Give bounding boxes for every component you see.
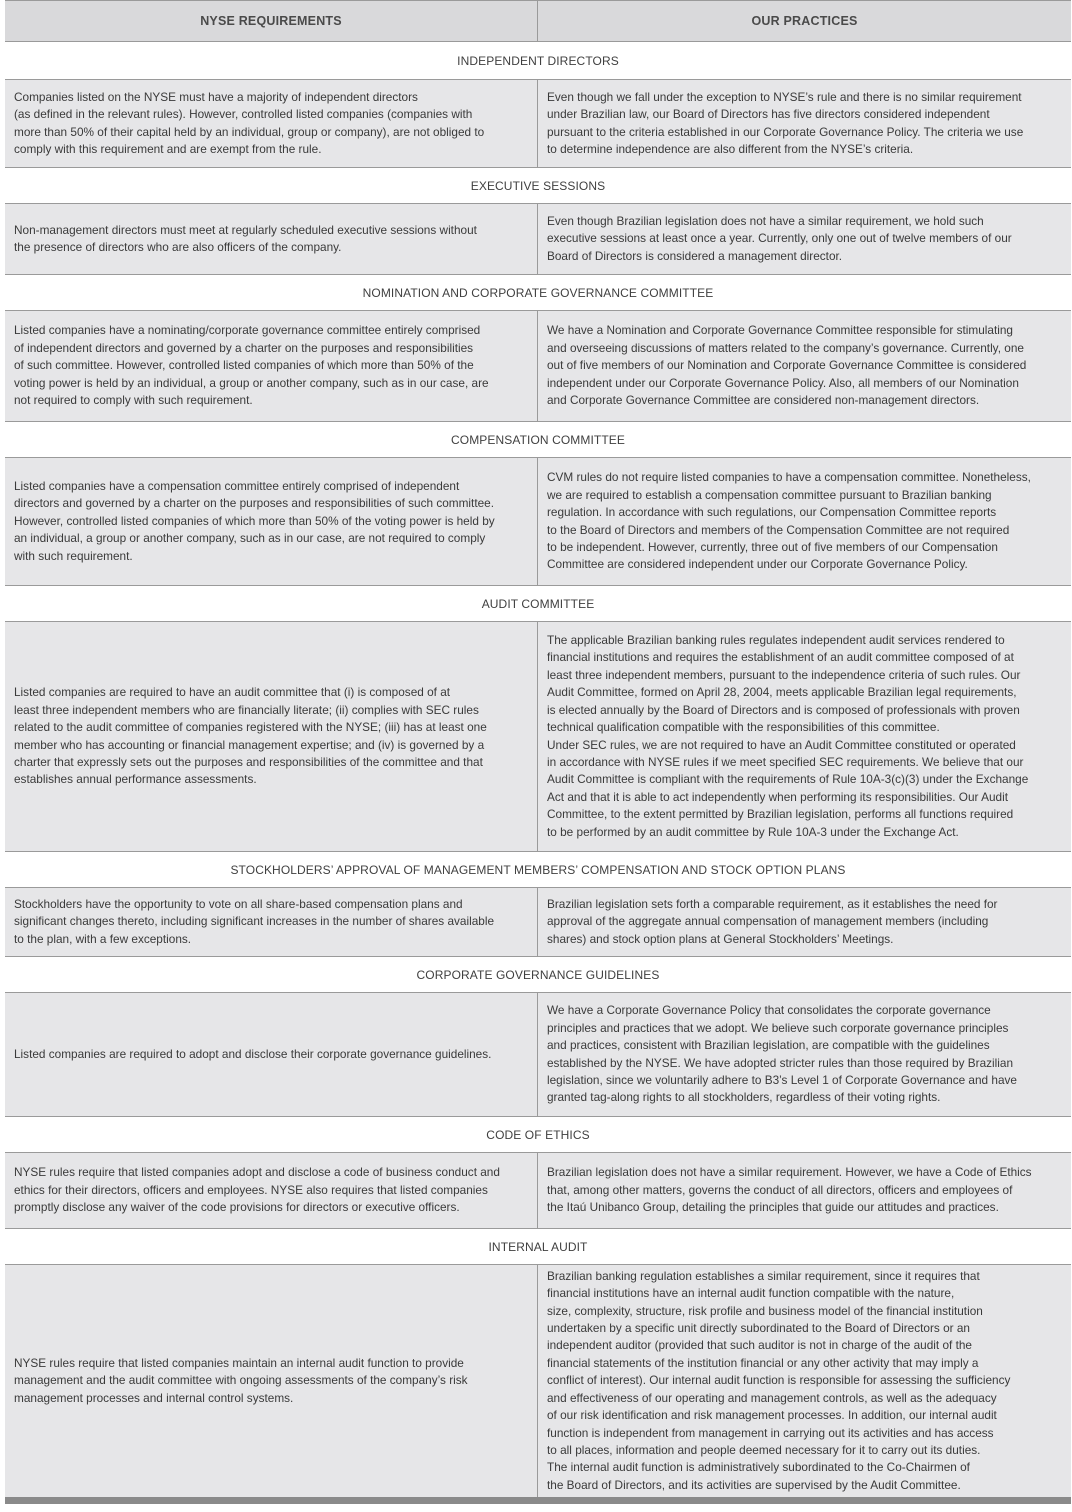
nyse-requirement-paragraph: NYSE rules require that listed companies adopt and disclose a code of business conduct and ethics for their directors, officers and employees. NYSE also requires that listed companies promptly disclose any waiver of the code provisions for directors or executive officers. — [14, 1165, 500, 1215]
table-row — [5, 888, 1071, 956]
section-title-compensation-committee: COMPENSATION COMMITTEE — [5, 421, 1071, 458]
nyse-requirement-paragraph: Companies listed on the NYSE must have a majority of independent directors (as defined in the relevant rules). However, controlled listed companies (companies with more than 50% of their capital held by an individual, group or company), are not obliged to comply with this requirement and are exempt from the rule. — [14, 89, 485, 156]
our-practice-text — [537, 204, 1071, 274]
section-title-code-of-ethics: CODE OF ETHICS — [5, 1116, 1071, 1153]
nyse-requirement-paragraph: NYSE rules require that listed companies maintain an internal audit function to provide management and the audit committee with ongoing assessments of the company’s risk management processes and internal control systems. — [14, 1355, 468, 1405]
table-header — [5, 0, 1071, 41]
section-title-executive-sessions: EXECUTIVE SESSIONS — [5, 167, 1071, 204]
our-practice-text — [537, 622, 1071, 851]
section-title-stockholders-approval: STOCKHOLDERS’ APPROVAL OF MANAGEMENT MEMBERS’ COMPENSATION AND STOCK OPTION PLANS — [5, 851, 1071, 888]
nyse-requirement-paragraph: Listed companies are required to adopt and disclose their corporate governance guidelines. — [14, 1046, 492, 1061]
section-title-internal-audit: INTERNAL AUDIT — [5, 1228, 1071, 1265]
section-title-audit-committee: AUDIT COMMITTEE — [5, 585, 1071, 622]
table-row — [5, 622, 1071, 851]
nyse-requirement-text — [5, 204, 537, 274]
table-row — [5, 311, 1071, 421]
governance-comparison-table — [5, 0, 1071, 1504]
nyse-requirement-text — [5, 80, 537, 167]
our-practice-text — [537, 458, 1071, 585]
nyse-requirement-paragraph: Non-management directors must meet at regularly scheduled executive sessions without the presence of directors who are also officers of the company. — [14, 222, 477, 254]
our-practice-text — [537, 1153, 1071, 1228]
table-row — [5, 80, 1071, 167]
nyse-requirement-text — [5, 311, 537, 421]
nyse-requirement-text — [5, 993, 537, 1116]
table-row — [5, 993, 1071, 1116]
nyse-requirement-paragraph: Listed companies have a compensation committee entirely comprised of independent directors and governed by a charter on the purposes and responsibilities of such committee. However, controlled listed companies of which more than 50% of the voting power is held by an individual, a group or another company, such as in our case, are not required to comply with such requirement. — [14, 478, 495, 563]
our-practice-paragraph: Even though Brazilian legislation does not have a similar requirement, we hold such executive sessions at least once a year. Currently, only one out of twelve members of our Board of Directors is considered a management director. — [547, 213, 1012, 263]
our-practice-paragraph: CVM rules do not require listed companies to have a compensation committee. Nonetheless, we are required to establish a compensation committee pursuant to Brazilian banking regulation. In accordance with such regulations, our Compensation Committee reports to the Board of Directors and members of the Compensation Committee are not required to be independent. However, currently, three out of five members of our Compensation Committee are considered independent under our Corporate Governance Policy. — [547, 470, 1031, 572]
section-title-nomination-committee: NOMINATION AND CORPORATE GOVERNANCE COMMITTEE — [5, 274, 1071, 311]
nyse-requirement-text — [5, 458, 537, 585]
table-row — [5, 1153, 1071, 1228]
nyse-requirement-text — [5, 1265, 537, 1497]
our-practice-text — [537, 80, 1071, 167]
our-practice-paragraph: Brazilian legislation sets forth a comparable requirement, as it establishes the need for approval of the aggregate annual compensation of management members (including shares) and stock option plans at General Stockholders’ Meetings. — [547, 896, 998, 946]
nyse-requirement-paragraph: Listed companies have a nominating/corporate governance committee entirely comprised of independent directors and governed by a charter on the purposes and responsibilities of such committee. However, controlled listed companies of which more than 50% of the voting power is held by an individual, a group or another company, such as in our case, are not required to comply with such requirement. — [14, 323, 489, 408]
nyse-requirements-heading: NYSE REQUIREMENTS — [200, 14, 342, 28]
nyse-requirement-text — [5, 1153, 537, 1228]
our-practice-paragraph: The applicable Brazilian banking rules regulates independent audit services rendered to financial institutions and requires the establishment of an audit committee composed of at least three independent members, pursuant to the independence criteria of such rules. Our Audit Committee, formed on April 28, 2004, meets applicable Brazilian legal requirements, is elected annually by the Board of Directors and is composed of professionals with proven technical qualification compatible with the responsibilities of this committee. Under SEC rules, we are not required to have an Audit Committee constituted or operated in accordance with NYSE rules if we meet specified SEC requirements. We believe that our Audit Committee is compliant with the requirements of Rule 10A-3(c)(3) under the Exchange Act and that it is able to act independently when performing its responsibilities. Our Audit Committee, to the extent permitted by Brazilian legislation, performs all functions required to be performed by an audit committee by Rule 10A-3 under the Exchange Act. — [547, 633, 1029, 839]
our-practice-text — [537, 1265, 1071, 1497]
table-row — [5, 204, 1071, 274]
our-practice-text — [537, 993, 1071, 1116]
our-practice-paragraph: Brazilian banking regulation establishes a similar requirement, since it requires that financial institutions have an internal audit function compatible with the nature, size, complexity, structure, risk profile and business model of the financial institution undertaken by a specific unit directly subordinated to the Board of Directors or an independent auditor (provided that such auditor is not in charge of the audit of the financial statements of the institution financial or any other activity that may imply a conflict of interest). Our internal audit function is responsible for assessing the sufficiency and effectiveness of our operating and management controls, as well as the adequacy of our risk identification and risk management processes. In addition, our internal audit function is independent from management in carrying out its activities and has access to all places, information and people deemed necessary for it to carry out its duties. The internal audit function is administratively subordinated to the Co-Chairmen of the Board of Directors, and its activities are supervised by the Audit Committee. — [547, 1268, 1011, 1492]
our-practice-text — [537, 888, 1071, 956]
section-title-governance-guidelines: CORPORATE GOVERNANCE GUIDELINES — [5, 956, 1071, 993]
nyse-requirement-paragraph: Listed companies are required to have an audit committee that (i) is composed of at least three independent members who are financially literate; (ii) complies with SEC rules related to the audit committee of companies registered with the NYSE; (iii) has at least one member who has accounting or financial management expertise; and (iv) is governed by a charter that expressly sets out the purposes and responsibilities of the committee and that establishes annual performance assessments. — [14, 685, 487, 787]
our-practices-heading: OUR PRACTICES — [537, 1, 1071, 41]
our-practice-paragraph: We have a Corporate Governance Policy that consolidates the corporate governance principles and practices that we adopt. We believe such corporate governance principles and practices, consistent with Brazilian legislation, are compatible with the guidelines established by the NYSE. We have adopted stricter rules than those required by Brazilian legislation, since we voluntarily adhere to B3’s Level 1 of Corporate Governance and have granted tag-along rights to all stockholders, regardless of their voting rights. — [547, 1003, 1017, 1105]
our-practice-paragraph: Brazilian legislation does not have a similar requirement. However, we have a Code of Ethics that, among other matters, governs the conduct of all directors, officers and employees of the Itaú Unibanco Group, detailing the principles that guide our attitudes and practices. — [547, 1165, 1032, 1215]
table-row — [5, 1265, 1071, 1497]
our-practice-paragraph: We have a Nomination and Corporate Governance Committee responsible for stimulating and overseeing discussions of matters related to the company’s governance. Currently, one out of five members of our Nomination and Corporate Governance Committee is considered independent under our Corporate Governance Policy. Also, all members of our Nomination and Corporate Governance Committee are considered non-management directors. — [547, 323, 1027, 408]
our-practice-text — [537, 311, 1071, 421]
table-row — [5, 458, 1071, 585]
nyse-requirement-text — [5, 888, 537, 956]
our-practice-paragraph: Even though we fall under the exception to NYSE’s rule and there is no similar requirement under Brazilian law, our Board of Directors has five directors considered independent pursuant to the criteria established in our Corporate Governance Policy. The criteria we use to determine independence are also different from the NYSE’s criteria. — [547, 89, 1024, 156]
nyse-requirement-paragraph: Stockholders have the opportunity to vote on all share-based compensation plans and significant changes thereto, including significant increases in the number of shares available to the plan, with a few exceptions. — [14, 896, 495, 946]
nyse-requirement-text — [5, 622, 537, 851]
section-title-independent-directors: INDEPENDENT DIRECTORS — [5, 41, 1071, 80]
